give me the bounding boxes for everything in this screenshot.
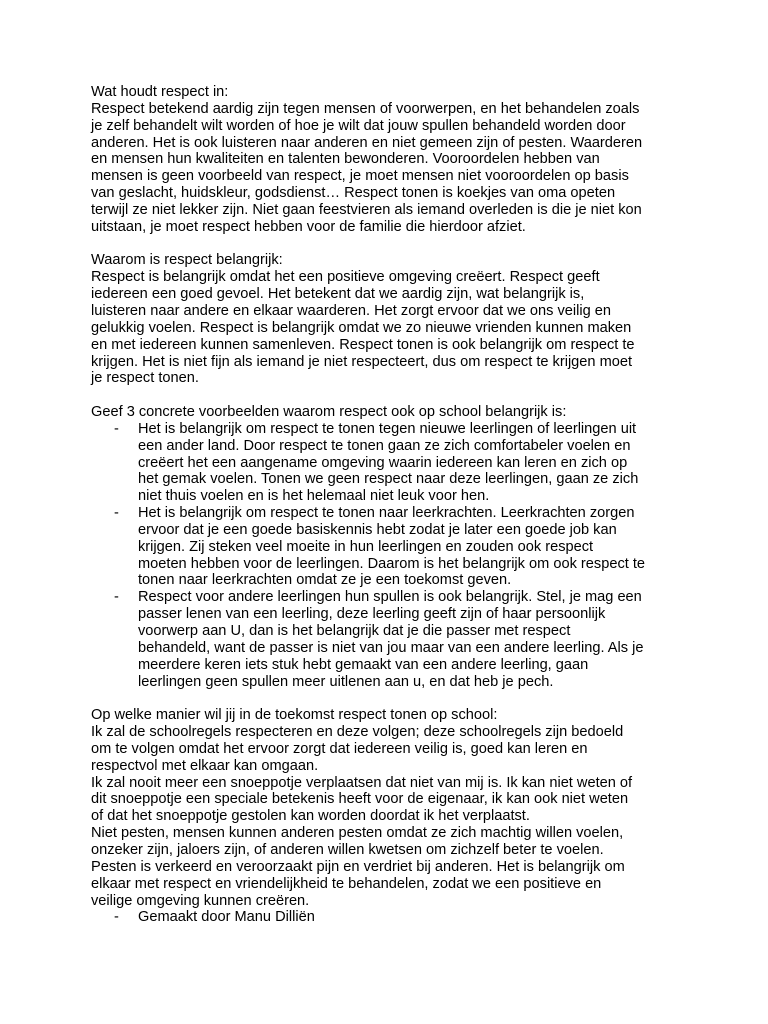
paragraph-line: iedereen een goed gevoel. Het betekent dat we aardig zijn, wat belangrijk is, (91, 286, 585, 303)
paragraph-gap (91, 236, 708, 253)
bullet-item (91, 421, 708, 505)
paragraph-line: gelukkig voelen. Respect is belangrijk omdat we zo nieuwe vrienden kunnen maken (91, 319, 632, 336)
paragraph-line: Pesten is verkeerd en veroorzaakt pijn en verdriet bij anderen. Het is belangrijk om (91, 858, 625, 875)
paragraph-line: je zelf behandelt wilt worden of hoe je wilt dat jouw spullen behandeld worden door (91, 117, 626, 134)
bullet-line: krijgen. Zij steken veel moeite in hun leerlingen en zouden ook respect (138, 538, 594, 555)
section-heading: Waarom is respect belangrijk: (91, 252, 283, 269)
paragraph-line: dit snoeppotje een speciale betekenis heeft voor de eigenaar, ik kan ook niet weten (91, 791, 629, 808)
bullet-line: Het is belangrijk om respect te tonen naar leerkrachten. Leerkrachten zorgen (138, 505, 635, 522)
paragraph-line: anderen. Het is ook luisteren naar anderen en niet gemeen zijn of pesten. Waarderen (91, 134, 643, 151)
signature-line: Gemaakt door Manu Dilliën (138, 909, 315, 926)
paragraph-line: om te volgen omdat het ervoor zorgt dat iedereen veilig is, goed kan leren en (91, 740, 588, 757)
paragraph-line: mensen is geen voorbeeld van respect, je moet mensen niet vooroordelen op basis (91, 168, 629, 185)
paragraph-line: en met iedereen kunnen samenleven. Respect tonen is ook belangrijk om respect te (91, 336, 635, 353)
bullet-line: niet thuis voelen en is het helemaal niet leuk voor hen. (138, 488, 490, 505)
bullet-line: ervoor dat je een goede basiskennis hebt zodat je later een goede job kan (138, 521, 617, 538)
bullet-line: het gemak voelen. Tonen we geen respect naar deze leerlingen, gaan ze zich (138, 471, 639, 488)
paragraph-line: krijgen. Het is niet fijn als iemand je niet respecteert, dus om respect te krijgen moet (91, 353, 633, 370)
section-future-respect (91, 707, 708, 926)
section-heading: Wat houdt respect in: (91, 84, 229, 100)
section-why-respect-important (91, 252, 708, 387)
paragraph-line: Respect betekend aardig zijn tegen mensen of voorwerpen, en het behandelen zoals (91, 100, 640, 117)
paragraph-gap (91, 387, 708, 404)
bullet-line: leerlingen geen spullen meer uitlenen aan u, en dat heb je pech. (138, 673, 554, 690)
paragraph-line: uitstaan, je moet respect hebben voor de familie die hierdoor afziet. (91, 218, 526, 235)
paragraph-line: en mensen hun kwaliteiten en talenten bewonderen. Vooroordelen hebben van (91, 151, 600, 168)
bullet-item (91, 505, 708, 589)
paragraph-line: Ik zal de schoolregels respecteren en deze volgen; deze schoolregels zijn bedoeld (91, 724, 624, 741)
bullet-line: meerdere keren iets stuk hebt gemaakt van een andere leerling, gaan (138, 656, 589, 673)
section-heading: Geef 3 concrete voorbeelden waarom respect ook op school belangrijk is: (91, 404, 567, 421)
paragraph-line: elkaar met respect en vriendelijkheid te behandelen, zodat we een positieve en (91, 875, 602, 892)
paragraph-gap (91, 690, 708, 707)
bullet-line: creëert het een aangename omgeving waarin iedereen kan leren en zich op (138, 454, 628, 471)
paragraph-line: of dat het snoeppotje gestolen kan worden doordat ik het verplaatst. (91, 808, 530, 825)
paragraph-line: terwijl ze niet lekker zijn. Niet gaan feestvieren als iemand overleden is die je niet kon (91, 201, 642, 218)
paragraph-line: je respect tonen. (91, 370, 199, 387)
bullet-line: passer lenen van een leerling, deze leerling geeft zijn of haar persoonlijk (138, 606, 606, 623)
bullet-line: moeten hebben voor de leerlingen. Daarom is het belangrijk om ook respect te (138, 555, 646, 572)
section-what-is-respect (91, 84, 708, 236)
bullet-line: tonen naar leerkrachten omdat ze je een toekomst geven. (138, 572, 512, 589)
bullet-line: een ander land. Door respect te tonen gaan ze zich comfortabeler voelen en (138, 437, 631, 454)
bullet-dash: - (114, 589, 119, 606)
section-heading: Op welke manier wil jij in de toekomst respect tonen op school: (91, 707, 498, 724)
paragraph-line: Ik zal nooit meer een snoeppotje verplaatsen dat niet van mij is. Ik kan niet weten of (91, 774, 633, 791)
signature-item (91, 909, 708, 926)
paragraph-line: Respect is belangrijk omdat het een positieve omgeving creëert. Respect geeft (91, 269, 600, 286)
bullet-dash: - (114, 420, 119, 437)
bullet-line: voorwerp aan U, dan is het belangrijk dat je die passer met respect (138, 623, 571, 639)
paragraph-line: luisteren naar andere en elkaar waarderen. Het zorgt ervoor dat we ons veilig en (91, 302, 611, 319)
bullet-dash: - (114, 505, 119, 522)
bullet-item (91, 589, 708, 690)
paragraph-line: veilige omgeving kunnen creëren. (91, 892, 310, 909)
paragraph-line: respectvol met elkaar kan omgaan. (91, 757, 319, 774)
paragraph-line: Niet pesten, mensen kunnen anderen pesten omdat ze zich machtig willen voelen, (91, 825, 624, 842)
paragraph-line: onzeker zijn, jaloers zijn, of anderen willen kwetsen om zichzelf beter te voelen. (91, 841, 604, 858)
bullet-line: Respect voor andere leerlingen hun spullen is ook belangrijk. Stel, je mag een (138, 589, 642, 606)
bullet-line: behandeld, want de passer is niet van jou maar van een andere leerling. Als je (138, 639, 644, 656)
bullet-dash: - (114, 909, 119, 926)
paragraph-line: van geslacht, huidskleur, godsdienst… Respect tonen is koekjes van oma opeten (91, 185, 616, 202)
section-school-examples (91, 404, 708, 690)
bullet-line: Het is belangrijk om respect te tonen tegen nieuwe leerlingen of leerlingen uit (138, 420, 637, 437)
